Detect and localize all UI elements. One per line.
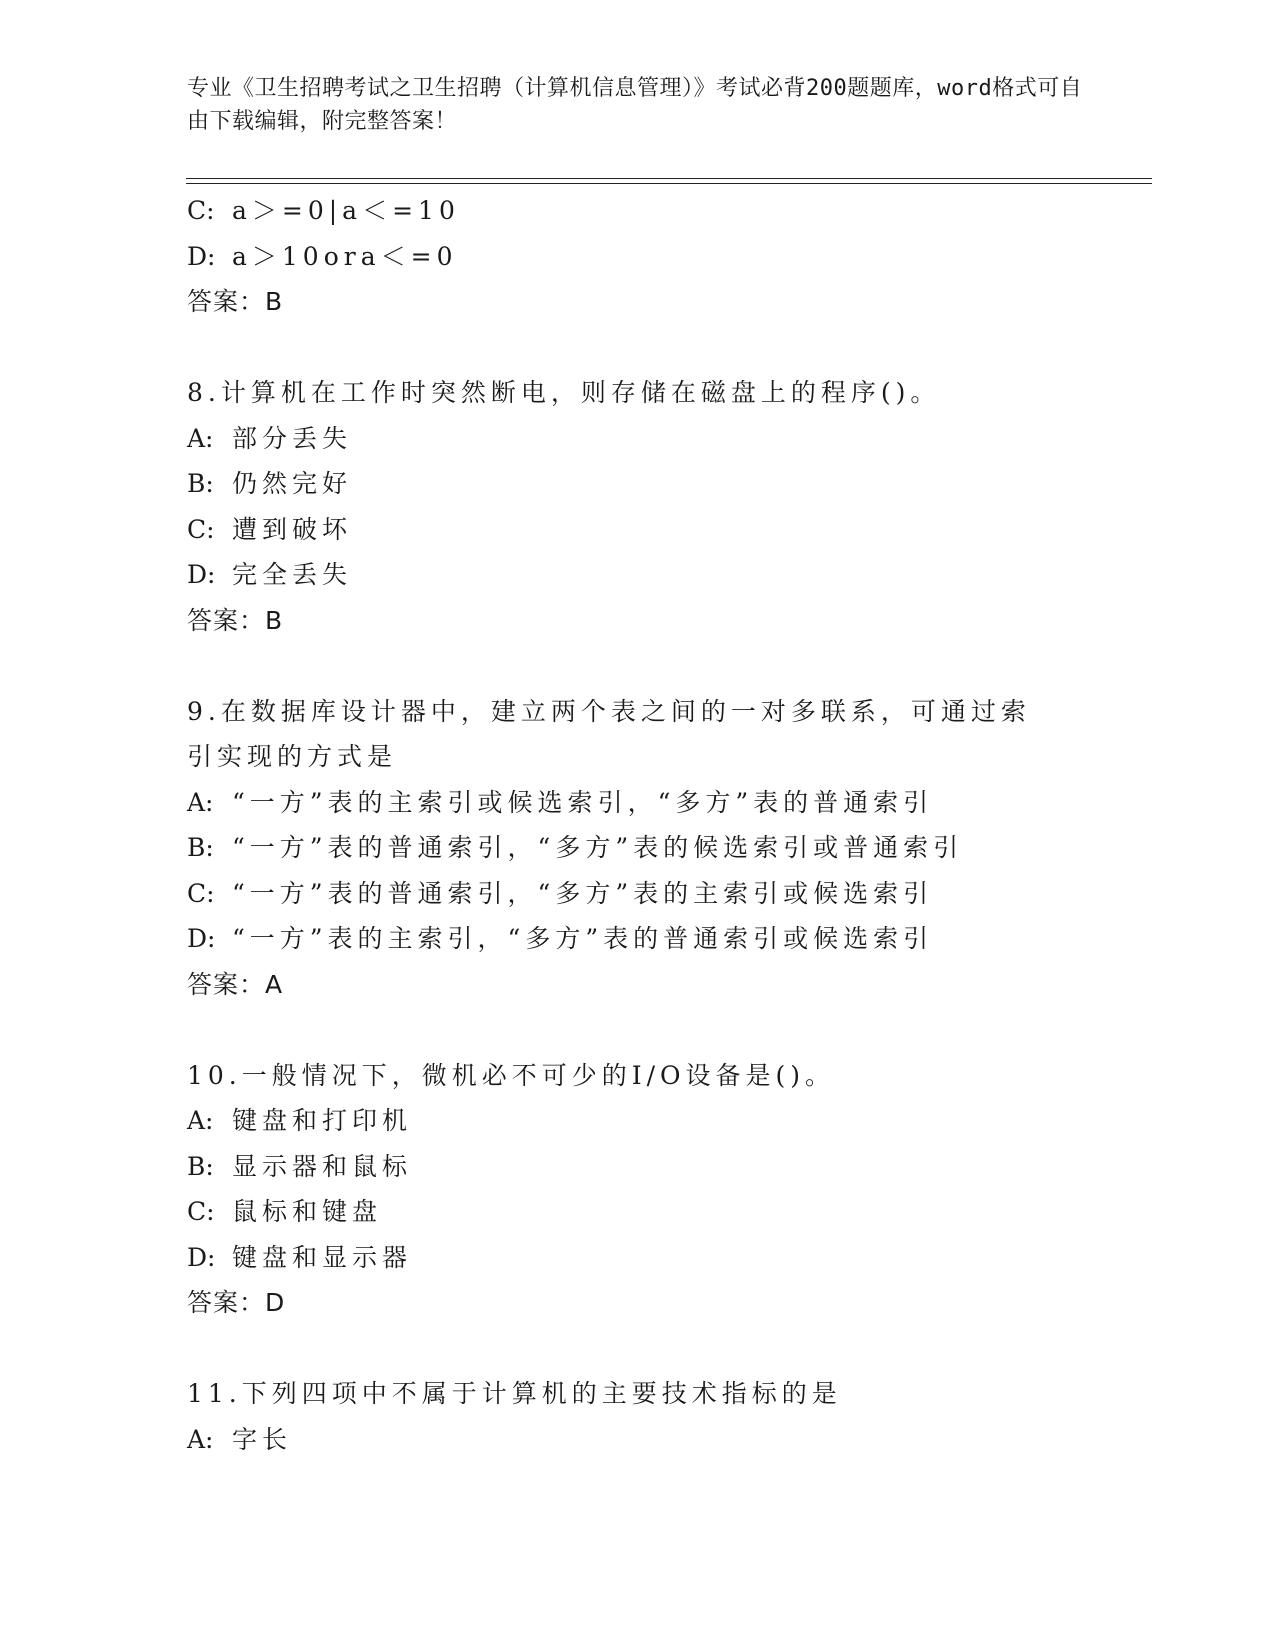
option-text: a＞10ora＜=0 xyxy=(232,241,458,271)
option-text: 字长 xyxy=(232,1424,293,1454)
question-9 xyxy=(187,689,1127,1008)
question-8 xyxy=(187,370,1127,643)
option-key: D: xyxy=(187,1242,216,1272)
option-key: D: xyxy=(187,924,216,953)
option-b xyxy=(187,825,1127,871)
question-text: 11.下列四项中不属于计算机的主要技术指标的是 xyxy=(187,1379,842,1408)
document-header xyxy=(187,72,1087,138)
option-key: C: xyxy=(187,878,215,908)
answer-line: 答案：B xyxy=(187,605,284,635)
question-text: 8.计算机在工作时突然断电，则存储在磁盘上的程序()。 xyxy=(187,378,941,407)
option-key: A: xyxy=(187,787,214,817)
question-text: 9.在数据库设计器中，建立两个表之间的一对多联系，可通过索引实现的方式是 xyxy=(187,696,1031,771)
question-text: 10.一般情况下，微机必不可少的I/O设备是()。 xyxy=(187,1060,836,1090)
option-c xyxy=(187,1189,1127,1235)
option-b xyxy=(187,461,1127,507)
option-text: 显示器和鼠标 xyxy=(232,1151,413,1181)
option-c xyxy=(187,871,1127,917)
option-a xyxy=(187,1417,1127,1463)
option-key: A: xyxy=(187,423,214,453)
option-key: A: xyxy=(187,1106,214,1135)
option-key: B: xyxy=(187,833,214,862)
option-d xyxy=(187,234,1127,280)
option-text: “一方”表的普通索引，“多方”表的候选索引或普通索引 xyxy=(232,833,964,862)
answer-line: 答案：D xyxy=(187,1288,286,1317)
option-key: B: xyxy=(187,469,214,498)
header-title: 专业《卫生招聘考试之卫生招聘（计算机信息管理）》考试必背200题题库，word格式可自由下载编辑，附完整答案！ xyxy=(187,76,1083,134)
option-key: A: xyxy=(187,1424,214,1454)
option-d xyxy=(187,916,1127,962)
answer-line: 答案：A xyxy=(187,969,284,999)
option-key: D: xyxy=(187,560,216,589)
option-b xyxy=(187,1144,1127,1190)
header-divider xyxy=(186,178,1152,184)
answer-line: 答案：B xyxy=(187,287,284,316)
option-text: 部分丢失 xyxy=(232,423,353,453)
option-d xyxy=(187,1235,1127,1281)
option-a xyxy=(187,416,1127,462)
option-text: 完全丢失 xyxy=(232,560,353,589)
option-text: 键盘和显示器 xyxy=(232,1242,413,1272)
option-text: 遭到破坏 xyxy=(232,514,353,544)
option-c xyxy=(187,188,1127,234)
option-d xyxy=(187,552,1127,598)
option-text: a＞=0|a＜=10 xyxy=(232,196,460,225)
option-key: C: xyxy=(187,514,215,544)
option-text: “一方”表的普通索引，“多方”表的主索引或候选索引 xyxy=(232,878,934,908)
option-text: “一方”表的主索引，“多方”表的普通索引或候选索引 xyxy=(232,924,934,953)
option-c xyxy=(187,507,1127,553)
option-key: D: xyxy=(187,241,216,271)
option-text: “一方”表的主索引或候选索引，“多方”表的普通索引 xyxy=(232,787,934,817)
option-key: B: xyxy=(187,1151,214,1181)
question-fragment xyxy=(187,188,1127,325)
option-key: C: xyxy=(187,1197,215,1226)
option-a xyxy=(187,1098,1127,1144)
option-text: 键盘和打印机 xyxy=(232,1106,413,1135)
option-text: 鼠标和键盘 xyxy=(232,1197,383,1226)
option-text: 仍然完好 xyxy=(232,469,353,498)
option-a xyxy=(187,780,1127,826)
question-list xyxy=(187,188,1127,1462)
question-11 xyxy=(187,1371,1127,1462)
question-10 xyxy=(187,1053,1127,1326)
option-key: C: xyxy=(187,196,215,225)
